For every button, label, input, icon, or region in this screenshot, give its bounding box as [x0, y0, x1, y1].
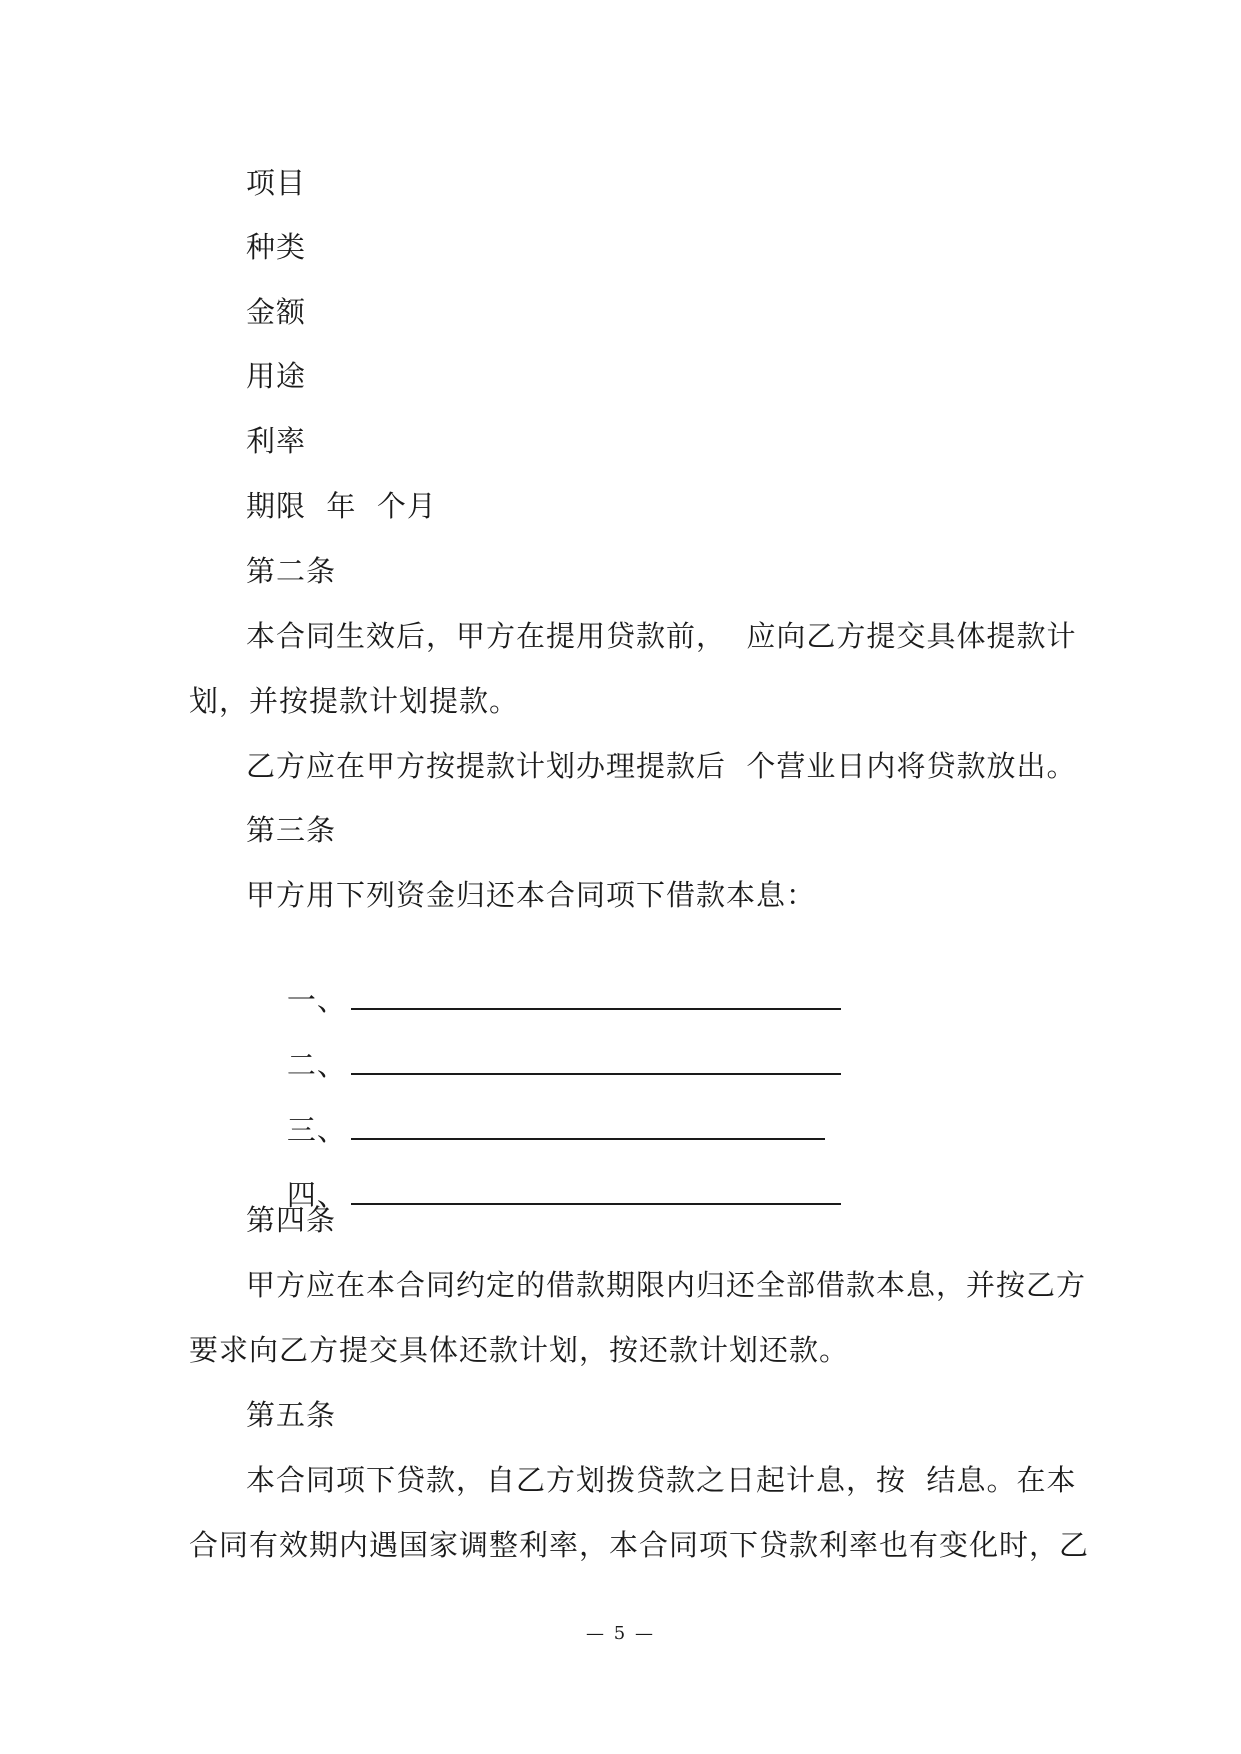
article-3-intro: 甲方用下列资金归还本合同项下借款本息： [246, 878, 817, 912]
article-4-line-1: 甲方应在本合同约定的借款期限内归还全部借款本息，并按乙方 [246, 1268, 1087, 1302]
item-term: 期限 年 个月 [246, 489, 437, 523]
article-2-paragraph-1-line-1: 本合同生效后，甲方在提用贷款前， 应向乙方提交具体提款计 [246, 619, 1077, 653]
article-2-paragraph-1-line-2: 划，并按提款计划提款。 [189, 684, 520, 718]
page-number: — 5 — [586, 1623, 655, 1644]
article-4-heading: 第四条 [246, 1203, 337, 1237]
list-marker: 四、 [286, 1178, 347, 1212]
article-4-line-2: 要求向乙方提交具体还款计划，按还款计划还款。 [189, 1333, 850, 1367]
item-project: 项目 [246, 166, 307, 200]
item-purpose: 用途 [246, 359, 307, 393]
list-marker: 三、 [286, 1113, 347, 1147]
item-interest-rate: 利率 [246, 424, 307, 458]
list-marker: 一、 [286, 983, 347, 1017]
article-2-heading: 第二条 [246, 554, 337, 588]
item-amount: 金额 [246, 295, 307, 329]
article-2-paragraph-2: 乙方应在甲方按提款计划办理提款后 个营业日内将贷款放出。 [246, 749, 1077, 783]
article-5-line-1: 本合同项下贷款，自乙方划拨贷款之日起计息，按 结息。在本 [246, 1463, 1077, 1497]
article-5-line-2: 合同有效期内遇国家调整利率，本合同项下贷款利率也有变化时，乙 [189, 1528, 1090, 1562]
list-marker: 二、 [286, 1048, 347, 1082]
article-3-heading: 第三条 [246, 813, 337, 847]
fill-in-blank[interactable] [351, 1179, 841, 1205]
item-category: 种类 [246, 230, 307, 264]
article-5-heading: 第五条 [246, 1398, 337, 1432]
